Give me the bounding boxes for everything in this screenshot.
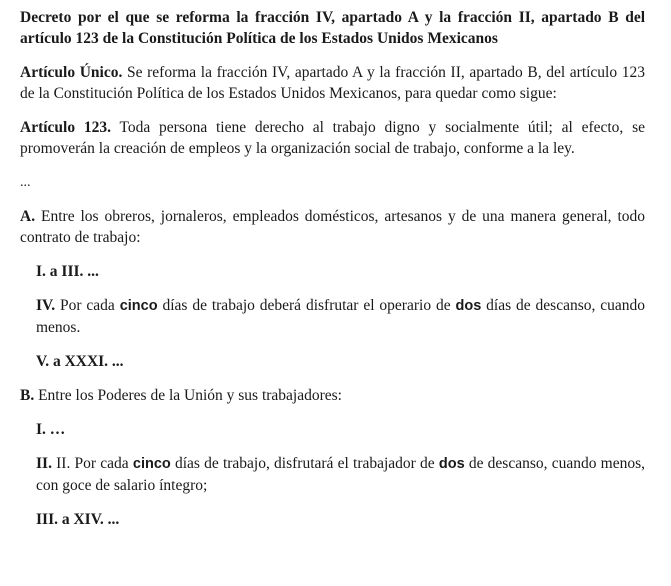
articulo-unico-label: Artículo Único. [20, 64, 123, 81]
fraccion-b-ii-dos: dos [438, 456, 465, 472]
apartado-a-label: A. [20, 208, 36, 225]
articulo-123-paragraph [20, 117, 645, 159]
articulo-unico-text: Se reforma la fracción IV, apartado A y la fracción II, apartado B, del artículo 123 de la Constitución Política de los Estados Unidos Mexicanos, para quedar como sigue: [20, 64, 645, 102]
fraccion-a-v-xxxi-text: V. a XXXI. ... [36, 353, 124, 370]
fraccion-a-iv-label: IV. [36, 297, 56, 314]
fraccion-a-iv-text-1: Por cada [55, 297, 120, 314]
fraccion-a-iv-paragraph [20, 295, 645, 338]
fraccion-b-ii-text-1: II. Por cada [51, 455, 133, 472]
apartado-a-text: Entre los obreros, jornaleros, empleados domésticos, artesanos y de una manera general, todo contrato de trabajo: [20, 208, 645, 246]
fraccion-b-iii-xiv-text: III. a XIV. ... [36, 511, 120, 528]
fraccion-a-iv-text-2: días de trabajo deberá disfrutar el operario de [157, 297, 456, 314]
fraccion-a-v-xxxi [20, 351, 645, 372]
fraccion-b-ii-paragraph [20, 453, 645, 496]
fraccion-a-iv-cinco: cinco [119, 298, 158, 314]
fraccion-b-i [20, 419, 645, 440]
fraccion-a-i-iii-text: I. a III. ... [36, 263, 99, 280]
fraccion-b-iii-xiv [20, 509, 645, 530]
articulo-123-text: Toda persona tiene derecho al trabajo digno y socialmente útil; al efecto, se promoverán la creación de empleos y la organización social de trabajo, conforme a la ley. [20, 119, 645, 157]
fraccion-b-ii-text-3: de descanso, cuando menos, con goce de salario íntegro; [36, 455, 646, 494]
articulo-123-label: Artículo 123. [20, 119, 111, 136]
fraccion-a-i-iii [20, 261, 645, 282]
fraccion-a-iv-dos: dos [455, 298, 482, 314]
fraccion-b-ii-label: II. [36, 455, 52, 472]
apartado-b-paragraph [20, 385, 645, 406]
apartado-b-text: Entre los Poderes de la Unión y sus trabajadores: [34, 387, 342, 404]
omission-ellipsis: ... [20, 175, 31, 190]
apartado-b-label: B. [20, 387, 35, 404]
articulo-unico-paragraph [20, 62, 645, 104]
fraccion-b-i-text: I. … [36, 421, 66, 438]
decree-title: Decreto por el que se reforma la fracción IV, apartado A y la fracción II, apartado B del artículo 123 de la Constitución Política de los Estados Unidos Mexicanos [20, 9, 645, 47]
fraccion-b-ii-cinco: cinco [132, 456, 171, 472]
fraccion-a-iv-text-3: días de descanso, cuando menos. [36, 297, 646, 336]
apartado-a-paragraph [20, 206, 645, 248]
fraccion-b-ii-text-2: días de trabajo, disfrutará el trabajador de [170, 455, 439, 472]
